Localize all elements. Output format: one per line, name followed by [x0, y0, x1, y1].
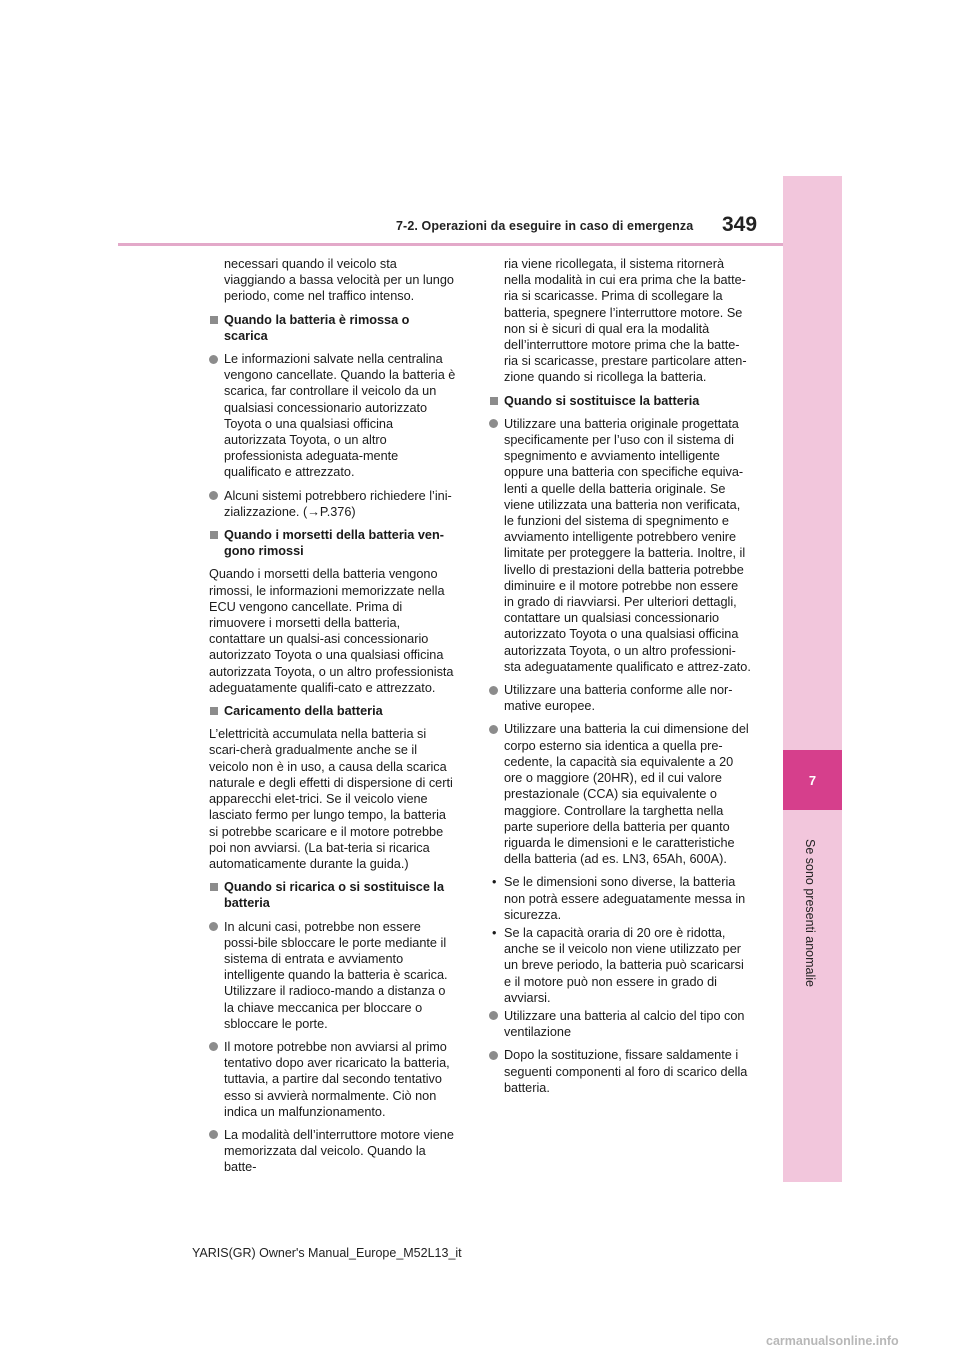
bullet-item — [489, 682, 751, 714]
body-text: Utilizzare una batteria originale progettata specificamente per l’uso con il sistema di spegnimento e avviamento intelligente oppure una batteria con specifiche equiva-lenti a quelle della batteria originale. Se viene utilizzata una batteria non verificata, le funzioni del sistema di spegnimento e avviamento intelligente potrebbero venire limitate per proteggere la batteria. Inoltre, il livello di prestazioni della batteria potrebbe diminuire e il motore potrebbe non essere in grado di riavviarsi. Per ulteriori dettagli, contattare un qualsiasi concessionario autorizzato Toyota o una qualsiasi officina autorizzata Toyota, o un altro professioni-sta adeguatamente qualificato e attrez-zato. — [504, 416, 751, 674]
chapter-number: 7 — [808, 772, 817, 788]
sub-bullet-item — [489, 925, 751, 1006]
body-text: Utilizzare una batteria al calcio del tipo con ventilazione — [504, 1008, 745, 1040]
body-text: necessari quando il veicolo sta viaggiando a bassa velocità per un lungo periodo, come nel traffico intenso. — [224, 257, 454, 304]
bullet-item — [489, 416, 751, 675]
body-text: Utilizzare una batteria la cui dimensione del corpo esterno sia identica a quella pre-cedente, la capacità sia equivalente a 20 ore o maggiore (20HR), ed il cui valore prestazionale (CCA) sia equivalente o maggiore. Controllare la targhetta nella parte superiore della batteria per quanto riguarda le dimensioni e le caratteristiche della batteria (ad es. LN3, 65Ah, 600A). — [504, 722, 749, 867]
chapter-number-box — [783, 750, 842, 810]
paragraph — [209, 256, 456, 305]
square-bullet-icon — [490, 397, 498, 405]
section-title: 7-2. Operazioni da eseguire in caso di emergenza — [396, 219, 694, 233]
circle-bullet-icon — [209, 922, 218, 931]
circle-bullet-icon — [209, 355, 218, 364]
circle-bullet-icon — [489, 1051, 498, 1060]
right-column — [489, 256, 751, 1103]
section-heading — [209, 703, 456, 719]
circle-bullet-icon — [489, 1011, 498, 1020]
body-text: Le informazioni salvate nella centralina vengono cancellate. Quando la batteria è scarica, far controllare il veicolo da un qualsiasi concessionario autorizzato Toyota o una qualsiasi officina autorizzata Toyota, o un altro professionista adeguata-mente qualificato e attrezzato. — [224, 352, 456, 480]
chapter-title-vertical — [785, 818, 835, 1008]
circle-bullet-icon — [209, 1042, 218, 1051]
circle-bullet-icon — [209, 1130, 218, 1139]
body-text: Il motore potrebbe non avviarsi al primo tentativo dopo aver ricaricato la batteria, tuttavia, a partire dal secondo tentativo esso si avvierà normalmente. Ciò non indica un malfunzionamento. — [224, 1039, 450, 1119]
paragraph — [209, 566, 456, 696]
body-text: Se le dimensioni sono diverse, la batteria non potrà essere adeguatamente messa in sicurezza. — [504, 875, 746, 922]
bullet-item — [489, 721, 751, 867]
body-text: Quando si ricarica o si sostituisce la batteria — [224, 880, 444, 911]
bullet-item — [209, 1127, 456, 1176]
bullet-item — [209, 351, 456, 481]
square-bullet-icon — [210, 883, 218, 891]
body-text: Utilizzare una batteria conforme alle nor-mative europee. — [504, 683, 733, 714]
body-text: Quando la batteria è rimossa o scarica — [224, 312, 410, 343]
paragraph — [209, 726, 456, 872]
manual-footer: YARIS(GR) Owner's Manual_Europe_M52L13_it — [192, 1246, 462, 1260]
square-bullet-icon — [210, 707, 218, 715]
circle-bullet-icon — [489, 725, 498, 734]
section-heading — [489, 393, 751, 409]
body-text: In alcuni casi, potrebbe non essere possi-bile sbloccare le porte mediante il sistema di entrata e avviamento intelligente quando la batteria è scarica. Utilizzare il radioco-mando a distanza o la chiave meccanica per bloccare o sbloccare le porte. — [224, 919, 448, 1031]
paragraph — [489, 256, 751, 386]
bullet-item — [489, 1047, 751, 1096]
bullet-item — [209, 488, 456, 520]
small-bullet-icon: • — [492, 875, 497, 890]
section-heading — [209, 879, 456, 911]
watermark: carmanualsonline.info — [766, 1334, 899, 1348]
square-bullet-icon — [210, 531, 218, 539]
small-bullet-icon: • — [492, 925, 497, 940]
bullet-item — [209, 1039, 456, 1120]
body-text: Caricamento della batteria — [224, 704, 383, 719]
sub-bullet-item — [489, 874, 751, 923]
body-text: Dopo la sostituzione, fissare saldamente i seguenti componenti al foro di scarico della batteria. — [504, 1048, 748, 1095]
square-bullet-icon — [210, 316, 218, 324]
section-heading — [209, 527, 456, 559]
body-text: Se la capacità oraria di 20 ore è ridotta, anche se il veicolo non viene utilizzato per un breve periodo, la batteria può scaricarsi e il motore può non essere in grado di avviarsi. — [504, 925, 744, 1005]
body-text: Quando i morsetti della batteria ven-gono rimossi — [224, 528, 444, 559]
body-text: ria viene ricollegata, il sistema ritornerà nella modalità in cui era prima che la batte-ria si scaricasse. Prima di scollegare la batteria, spegnere l’interruttore motore. Se non si è sicuri di qual era la modalità dell’interruttore motore prima che la batte-ria si scaricasse, prestare particolare atten-zione quando si ricollega la batteria. — [504, 257, 747, 385]
chapter-side-tab — [783, 176, 842, 1182]
header-divider — [118, 243, 783, 246]
left-column — [209, 256, 456, 1183]
circle-bullet-icon — [489, 686, 498, 695]
bullet-item — [489, 1008, 751, 1040]
body-text: Quando si sostituisce la batteria — [504, 393, 700, 408]
circle-bullet-icon — [489, 419, 498, 428]
body-text: Alcuni sistemi potrebbero richiedere l’ini-zializzazione. (→P.376) — [224, 488, 452, 519]
body-text: L’elettricità accumulata nella batteria si scari-cherà gradualmente anche se il veicolo non è in uso, a causa della scarica naturale e degli effetti di dispersione di certi apparecchi elet-trici. Se il veicolo viene lasciato fermo per lungo tempo, la batteria si potrebbe scaricare e il motore potrebbe poi non avviarsi. (La bat-teria si ricarica automaticamente durante la guida.) — [209, 727, 453, 871]
section-heading — [209, 312, 456, 344]
body-text: La modalità dell’interruttore motore viene memorizzata dal veicolo. Quando la batte- — [224, 1127, 454, 1175]
circle-bullet-icon — [209, 491, 218, 500]
bullet-item — [209, 919, 456, 1032]
body-text: Quando i morsetti della batteria vengono rimossi, le informazioni memorizzate nella ECU vengono cancellate. Prima di rimuovere i morsetti della batteria, contattare un qualsi-asi concessionario autorizzato Toyota o una qualsiasi officina autorizzata Toyota, o un altro professionista adeguatamente qualifi-cato e attrezzato. — [209, 567, 454, 695]
page-number: 349 — [722, 213, 758, 236]
chapter-title: Se sono presenti anomalie — [803, 838, 818, 988]
